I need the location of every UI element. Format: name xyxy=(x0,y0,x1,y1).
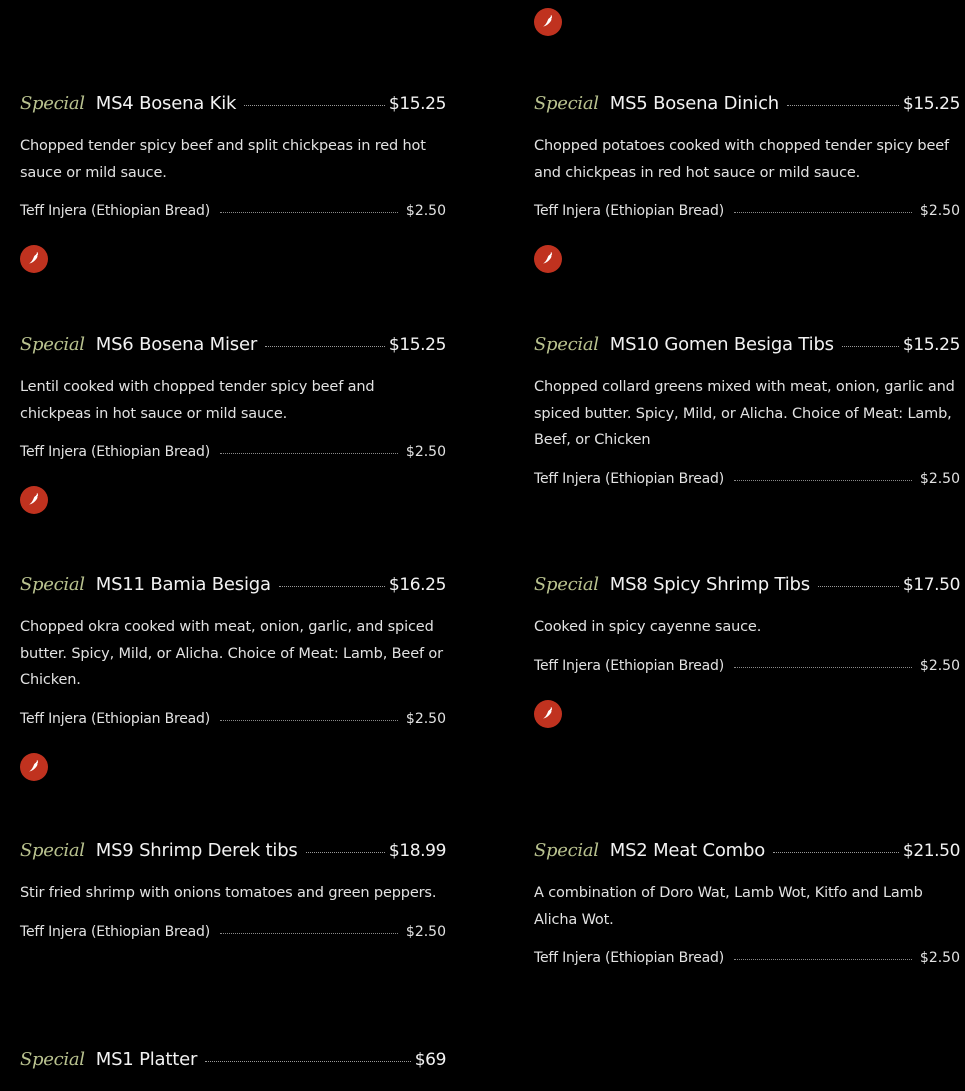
item-name: MS5 Bosena Dinich xyxy=(609,93,780,114)
dot-leader xyxy=(220,720,398,721)
special-label: Special xyxy=(20,574,85,595)
menu-item-ms10 xyxy=(534,334,960,491)
item-name: MS8 Spicy Shrimp Tibs xyxy=(609,574,810,595)
addon-row xyxy=(534,471,960,491)
item-description: Stir fried shrimp with onions tomatoes and green peppers. xyxy=(20,885,437,901)
chili-pepper-icon xyxy=(26,492,42,508)
menu-item-ms1 xyxy=(20,1049,446,1073)
addon-label: Teff Injera (Ethiopian Bread) xyxy=(534,950,724,966)
item-price: $15.25 xyxy=(902,94,960,114)
special-label: Special xyxy=(534,574,599,595)
addon-row xyxy=(534,950,960,970)
menu-item-ms11 xyxy=(20,574,446,781)
chili-pepper-icon xyxy=(26,759,42,775)
addon-label: Teff Injera (Ethiopian Bread) xyxy=(534,657,724,674)
addon-price: $2.50 xyxy=(919,470,960,487)
item-description: A combination of Doro Wat, Lamb Wot, Kitfo and Lamb Alicha Wot. xyxy=(534,885,923,928)
item-price: $15.25 xyxy=(388,94,446,114)
special-label: Special xyxy=(20,334,85,355)
addon-price: $2.50 xyxy=(405,203,446,219)
dot-leader xyxy=(734,212,912,213)
special-label: Special xyxy=(20,93,85,114)
addon-price: $2.50 xyxy=(405,444,446,460)
menu-item-ms9 xyxy=(20,840,446,944)
spicy-badge xyxy=(20,245,48,273)
item-description: Lentil cooked with chopped tender spicy beef and chickpeas in hot sauce or mild sauce. xyxy=(20,379,375,422)
item-description: Chopped okra cooked with meat, onion, garlic, and spiced butter. Spicy, Mild, or Alicha. Choice of Meat: Lamb, Beef or Chicken. xyxy=(20,619,443,688)
dot-leader xyxy=(734,480,912,481)
addon-row xyxy=(20,924,446,944)
dot-leader xyxy=(734,959,912,960)
item-description: Chopped potatoes cooked with chopped tender spicy beef and chickpeas in red hot sauce or mild sauce. xyxy=(534,138,949,181)
item-description: Chopped tender spicy beef and split chickpeas in red hot sauce or mild sauce. xyxy=(20,138,426,181)
addon-price: $2.50 xyxy=(919,657,960,674)
item-name: MS10 Gomen Besiga Tibs xyxy=(609,334,834,355)
spicy-badge xyxy=(534,8,562,36)
spicy-badge xyxy=(20,486,48,514)
dot-leader xyxy=(734,667,912,668)
item-name: MS2 Meat Combo xyxy=(609,840,766,861)
menu-item-ms2 xyxy=(534,840,960,970)
addon-row xyxy=(20,203,446,223)
special-label: Special xyxy=(20,1049,85,1070)
addon-row xyxy=(20,444,446,464)
item-name: MS6 Bosena Miser xyxy=(95,334,258,355)
dot-leader xyxy=(244,105,385,106)
menu-item-ms6 xyxy=(20,334,446,514)
item-price: $16.25 xyxy=(388,575,446,595)
addon-price: $2.50 xyxy=(405,710,446,727)
addon-row xyxy=(20,711,446,731)
menu-item-ms4 xyxy=(20,93,446,273)
spicy-badge xyxy=(534,700,562,728)
item-price: $15.25 xyxy=(388,335,446,355)
addon-row xyxy=(534,203,960,223)
item-price: $17.50 xyxy=(902,575,960,595)
spicy-badge xyxy=(20,753,48,781)
addon-label: Teff Injera (Ethiopian Bread) xyxy=(20,444,210,460)
addon-label: Teff Injera (Ethiopian Bread) xyxy=(534,470,724,487)
menu-item-ms8 xyxy=(534,574,960,728)
special-label: Special xyxy=(534,840,599,861)
item-name: MS11 Bamia Besiga xyxy=(95,574,271,595)
special-label: Special xyxy=(534,93,599,114)
dot-leader xyxy=(818,586,899,587)
dot-leader xyxy=(842,346,899,347)
dot-leader xyxy=(220,453,398,454)
addon-row xyxy=(534,658,960,678)
item-name: MS1 Platter xyxy=(95,1049,198,1070)
dot-leader xyxy=(205,1061,411,1062)
chili-pepper-icon xyxy=(540,706,556,722)
addon-price: $2.50 xyxy=(919,203,960,219)
menu-item-ms5 xyxy=(534,93,960,273)
chili-pepper-icon xyxy=(540,251,556,267)
item-price: $15.25 xyxy=(902,335,960,355)
item-price: $21.50 xyxy=(902,841,960,861)
addon-label: Teff Injera (Ethiopian Bread) xyxy=(534,203,724,219)
spicy-badge xyxy=(534,245,562,273)
item-description: Cooked in spicy cayenne sauce. xyxy=(534,619,762,635)
dot-leader xyxy=(773,852,899,853)
item-name: MS9 Shrimp Derek tibs xyxy=(95,840,298,861)
addon-label: Teff Injera (Ethiopian Bread) xyxy=(20,203,210,219)
dot-leader xyxy=(265,346,385,347)
dot-leader xyxy=(787,105,899,106)
addon-price: $2.50 xyxy=(919,950,960,966)
dot-leader xyxy=(306,852,385,853)
item-description: Chopped collard greens mixed with meat, onion, garlic and spiced butter. Spicy, Mild, or Alicha. Choice of Meat: Lamb, Beef, or Chicken xyxy=(534,379,955,448)
special-label: Special xyxy=(20,840,85,861)
dot-leader xyxy=(279,586,385,587)
item-price: $18.99 xyxy=(388,841,446,861)
addon-price: $2.50 xyxy=(405,923,446,940)
item-price: $69 xyxy=(414,1050,446,1070)
chili-pepper-icon xyxy=(26,251,42,267)
dot-leader xyxy=(220,933,398,934)
item-name: MS4 Bosena Kik xyxy=(95,93,237,114)
special-label: Special xyxy=(534,334,599,355)
chili-pepper-icon xyxy=(540,14,556,30)
addon-label: Teff Injera (Ethiopian Bread) xyxy=(20,710,210,727)
addon-label: Teff Injera (Ethiopian Bread) xyxy=(20,923,210,940)
dot-leader xyxy=(220,212,398,213)
